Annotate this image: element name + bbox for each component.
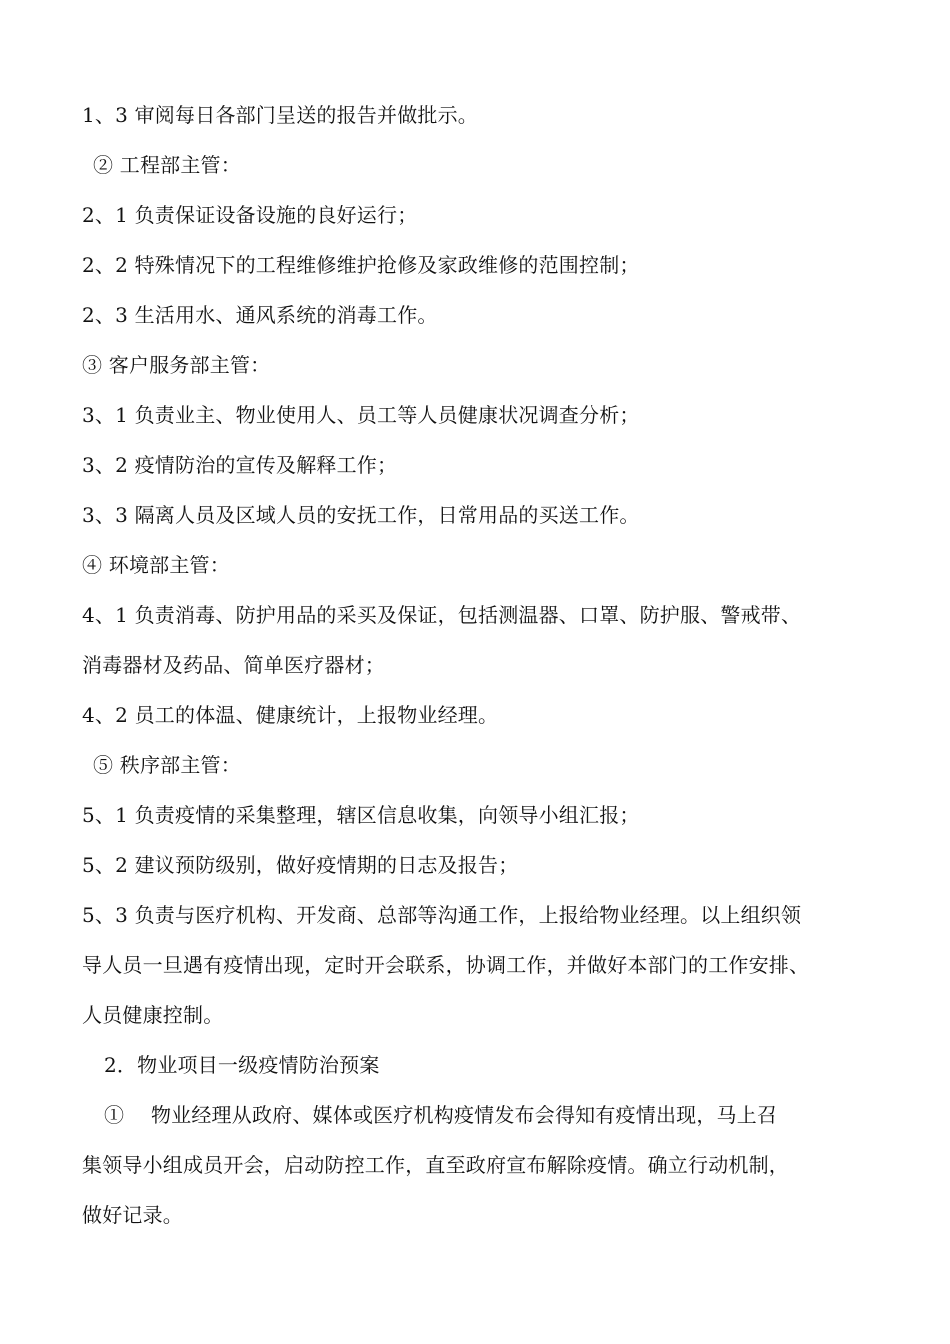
text-line: 做好记录。: [82, 1203, 183, 1227]
text-line: 5、1 负责疫情的采集整理，辖区信息收集，向领导小组汇报；: [82, 803, 640, 827]
text-line: 5、3 负责与医疗机构、开发商、总部等沟通工作，上报给物业经理。以上组织领: [82, 903, 802, 927]
text-line: 2、2 特殊情况下的工程维修维护抢修及家政维修的范围控制；: [82, 253, 640, 277]
section-heading: ③ 客户服务部主管：: [82, 353, 271, 377]
text-line: 3、1 负责业主、物业使用人、员工等人员健康状况调查分析；: [82, 403, 640, 427]
text-line: ① 物业经理从政府、媒体或医疗机构疫情发布会得知有疫情出现，马上召: [104, 1103, 778, 1127]
section-heading: ② 工程部主管：: [93, 153, 241, 177]
section-heading: 2．物业项目一级疫情防治预案: [104, 1053, 380, 1077]
text-line: 4、2 员工的体温、健康统计，上报物业经理。: [82, 703, 499, 727]
text-line: 1、3 审阅每日各部门呈送的报告并做批示。: [82, 103, 479, 127]
text-line: 3、3 隔离人员及区域人员的安抚工作，日常用品的买送工作。: [82, 503, 640, 527]
text-line: 2、3 生活用水、通风系统的消毒工作。: [82, 303, 438, 327]
text-line: 2、1 负责保证设备设施的良好运行；: [82, 203, 418, 227]
text-line: 导人员一旦遇有疫情出现，定时开会联系，协调工作，并做好本部门的工作安排、: [82, 953, 810, 977]
text-line: 集领导小组成员开会，启动防控工作，直至政府宣布解除疫情。确立行动机制，: [82, 1153, 789, 1177]
section-heading: ④ 环境部主管：: [82, 553, 230, 577]
text-line: 3、2 疫情防治的宣传及解释工作；: [82, 453, 398, 477]
text-line: 5、2 建议预防级别，做好疫情期的日志及报告；: [82, 853, 519, 877]
section-heading: ⑤ 秩序部主管：: [93, 753, 241, 777]
text-line: 消毒器材及药品、简单医疗器材；: [82, 653, 385, 677]
text-line: 人员健康控制。: [82, 1003, 224, 1027]
text-line: 4、1 负责消毒、防护用品的采买及保证，包括测温器、口罩、防护服、警戒带、: [82, 603, 802, 627]
